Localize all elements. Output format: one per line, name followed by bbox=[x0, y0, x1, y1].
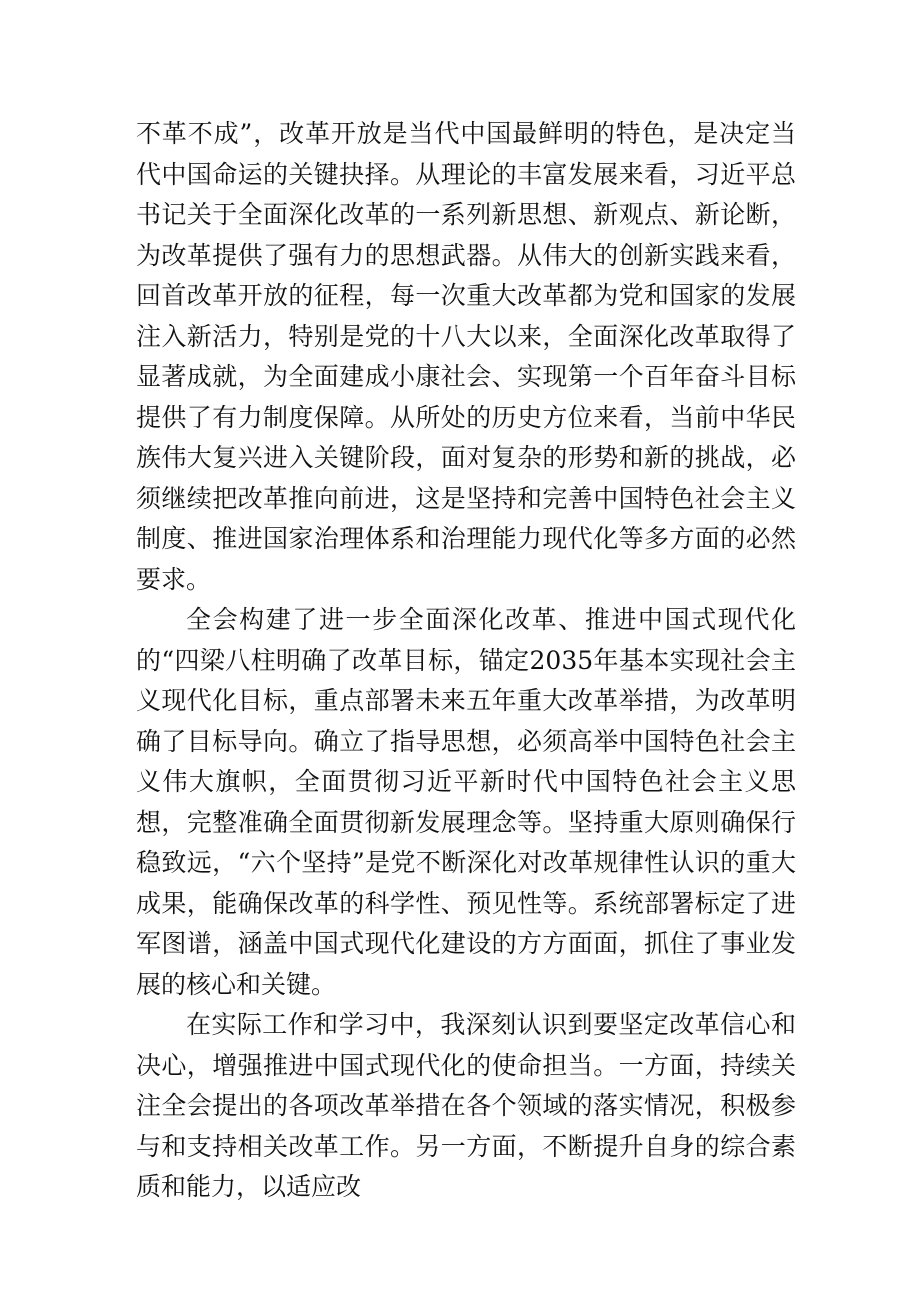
paragraph-1: 不革不成”，改革开放是当代中国最鲜明的特色，是决定当代中国命运的关键抉择。从理论的丰富发展来看，习近平总书记关于全面深化改革的一系列新思想、新观点、新论断，为改革提供了强有力的思想武器。从伟大的创新实践来看，回首改革开放的征程，每一次重大改革都为党和国家的发展注入新活力，特别是党的十八大以来，全面深化改革取得了显著成就，为全面建成小康社会、实现第一个百年奋斗目标提供了有力制度保障。从所处的历史方位来看，当前中华民族伟大复兴进入关键阶段，面对复杂的形势和新的挑战，必须继续把改革推向前进，这是坚持和完善中国特色社会主义制度、推进国家治理体系和治理能力现代化等多方面的必然要求。 bbox=[136, 119, 796, 594]
paragraph-3: 在实际工作和学习中，我深刻认识到要坚定改革信心和决心，增强推进中国式现代化的使命担当。一方面，持续关注全会提出的各项改革举措在各个领域的落实情况，积极参与和支持相关改革工作。另一方面，不断提升自身的综合素质和能力，以适应改 bbox=[136, 1010, 796, 1201]
paragraph-2: 全会构建了进一步全面深化改革、推进中国式现代化的“四梁八柱明确了改革目标，锚定2035年基本实现社会主义现代化目标，重点部署未来五年重大改革举措，为改革明确了目标导向。确立了指导思想，必须高举中国特色社会主义伟大旗帜，全面贯彻习近平新时代中国特色社会主义思想，完整准确全面贯彻新发展理念等。坚持重大原则确保行稳致远，“六个坚持”是党不断深化对改革规律性认识的重大成果，能确保改革的科学性、预见性等。系统部署标定了进军图谱，涵盖中国式现代化建设的方方面面，抓住了事业发展的核心和关键。 bbox=[136, 605, 796, 999]
document-body bbox=[136, 114, 796, 1208]
